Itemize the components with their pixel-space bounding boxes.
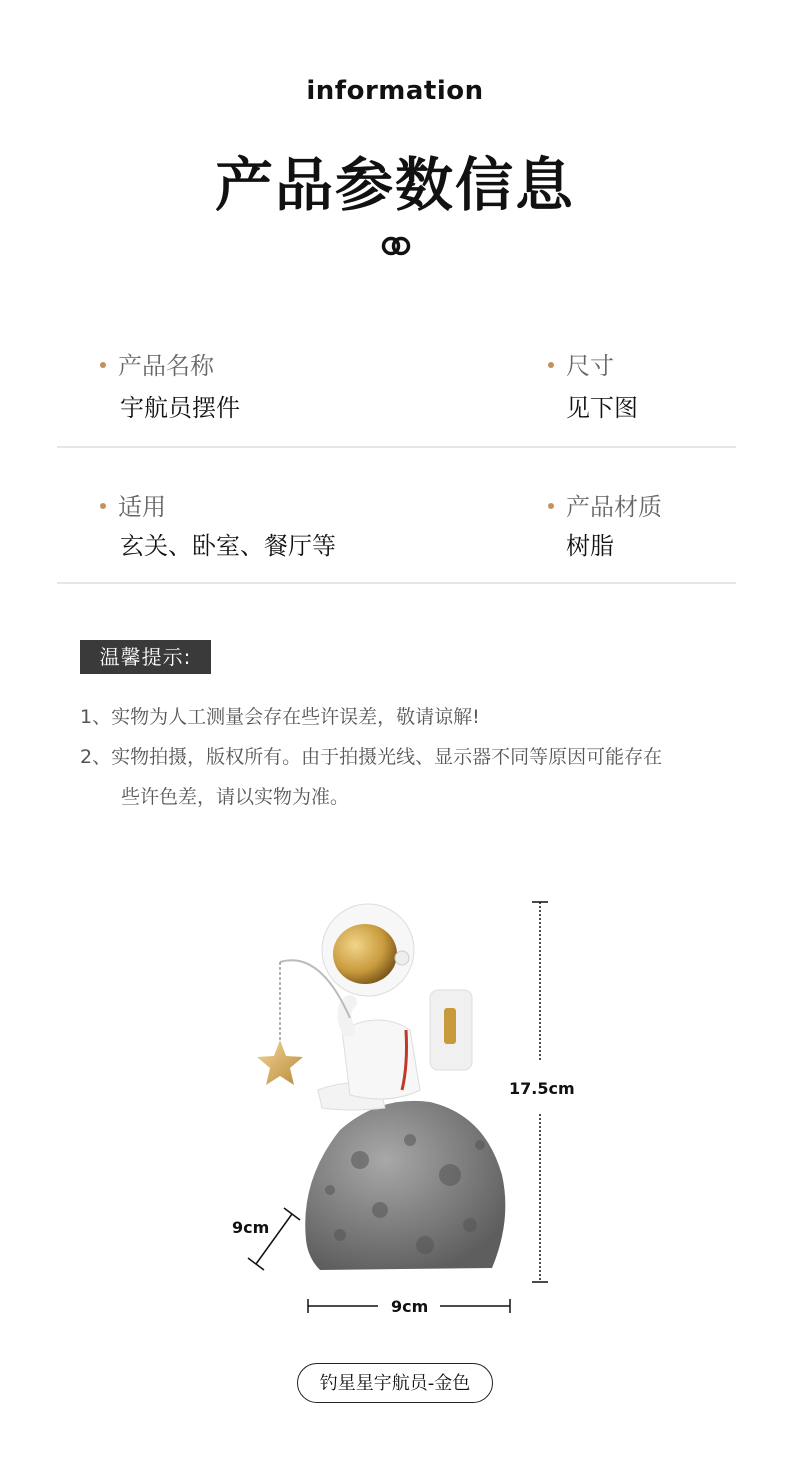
spec-value-usage: 玄关、卧室、餐厅等 [120,532,336,560]
tip-line-2: 2、实物拍摄，版权所有。由于拍摄光线、显示器不同等原因可能存在 [80,746,663,768]
bullet-dot-icon [548,362,554,368]
depth-measure-line [244,1206,304,1276]
rings-icon [380,236,412,256]
divider [57,582,736,584]
bullet-dot-icon [100,503,106,509]
bullet-dot-icon [548,503,554,509]
depth-dimension-label: 9cm [232,1218,270,1237]
tips-heading: 温馨提示: [80,640,211,674]
bullet-dot-icon [100,362,106,368]
tip-line-2-cont: 些许色差，请以实物为准。 [121,786,350,808]
divider [57,446,736,448]
english-title: information [306,76,484,106]
spec-label-size: 尺寸 [548,346,614,381]
tip-line-1: 1、实物为人工测量会存在些许误差，敬请谅解! [80,706,480,728]
spec-label-usage: 适用 [100,487,166,522]
width-dimension-label: 9cm [391,1297,429,1316]
spec-value-size: 见下图 [566,394,638,422]
spec-label-material: 产品材质 [548,487,662,522]
spec-value-material: 树脂 [566,532,614,560]
spec-label-name: 产品名称 [100,346,214,381]
page-title: 产品参数信息 [214,151,575,219]
spec-value-name: 宇航员摆件 [120,394,240,422]
product-caption: 钓星星宇航员-金色 [297,1363,493,1403]
height-dimension-label: 17.5cm [509,1079,575,1098]
